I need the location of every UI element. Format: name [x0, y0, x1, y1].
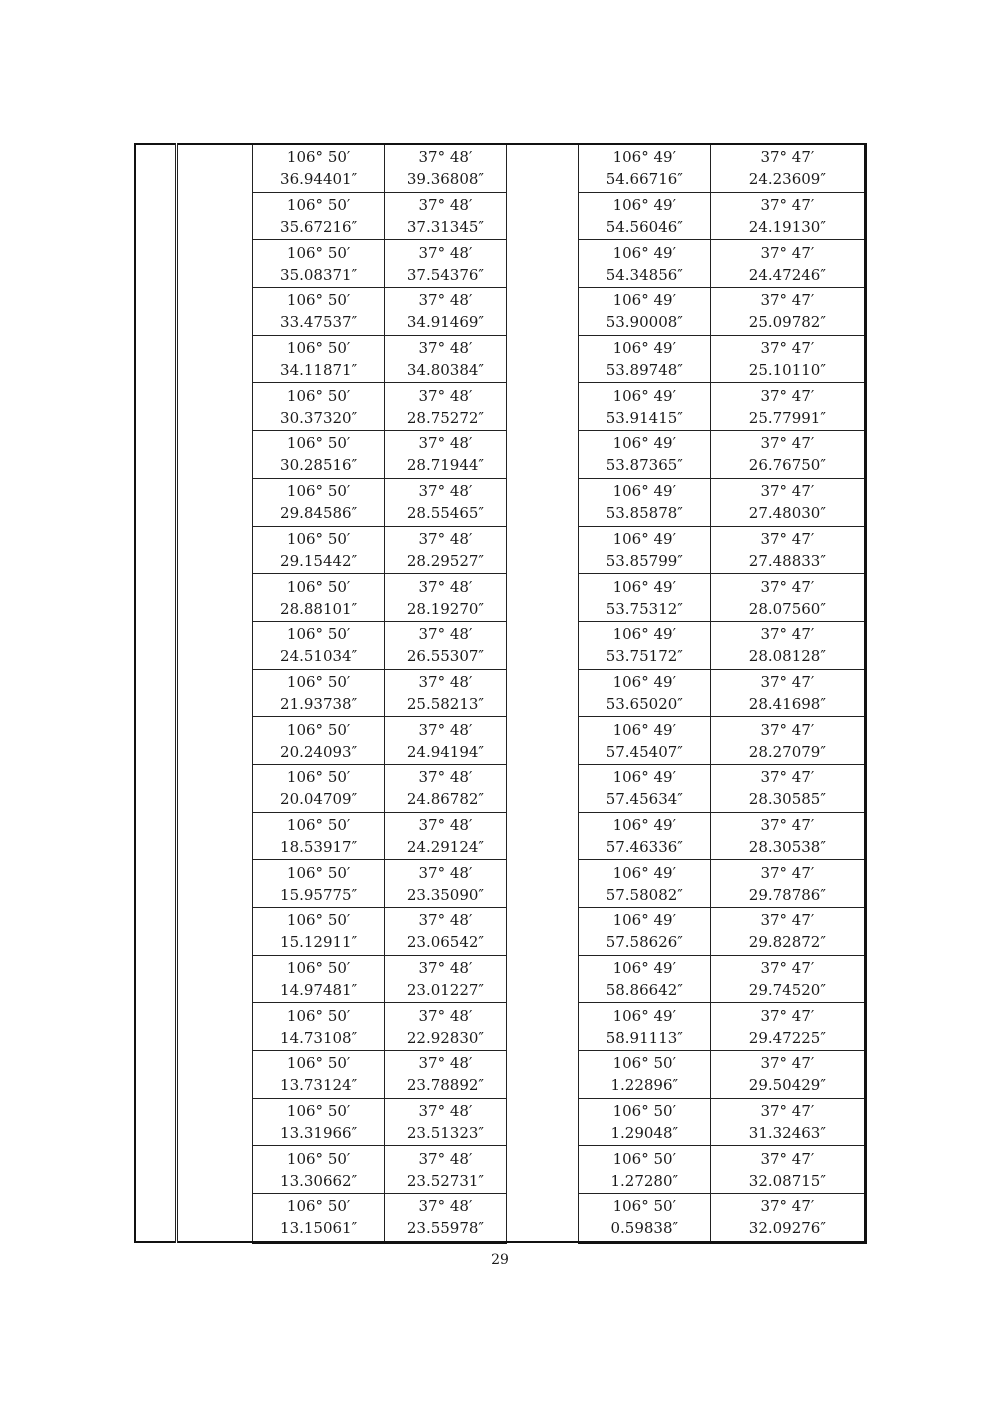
- coordinate-degrees: 106° 49′: [612, 243, 676, 262]
- coordinate-cell: [253, 908, 385, 956]
- coordinate-seconds: 35.08371″: [280, 265, 358, 284]
- coordinate-cell: [578, 144, 710, 192]
- coordinate-seconds: 53.89748″: [605, 361, 683, 380]
- coordinate-seconds: 24.86782″: [406, 790, 485, 809]
- coordinate-seconds: 35.67216″: [280, 218, 358, 237]
- coordinate-degrees: 106° 49′: [612, 625, 676, 644]
- coordinate-seconds: 53.75312″: [605, 599, 683, 618]
- coordinate-cell: [710, 621, 865, 669]
- coordinate-seconds: 15.12911″: [280, 933, 358, 952]
- coordinate-degrees: 37° 48′: [418, 911, 473, 930]
- coordinate-degrees: 37° 47′: [760, 196, 815, 215]
- coordinate-cell: [253, 192, 385, 240]
- coordinate-seconds: 54.34856″: [605, 265, 683, 284]
- coordinate-seconds: 57.58082″: [605, 885, 683, 904]
- coordinate-degrees: 106° 49′: [612, 434, 676, 453]
- coordinate-seconds: 26.55307″: [406, 647, 485, 666]
- coordinate-cell: [578, 383, 710, 431]
- coordinate-degrees: 106° 50′: [612, 1197, 676, 1216]
- coordinate-seconds: 57.45407″: [605, 742, 683, 761]
- coordinate-seconds: 24.23609″: [748, 170, 826, 189]
- coordinate-degrees: 37° 48′: [418, 1006, 473, 1025]
- coordinate-cell: [710, 812, 865, 860]
- coordinate-degrees: 37° 47′: [760, 148, 815, 167]
- coordinate-seconds: 29.82872″: [748, 933, 826, 952]
- coordinate-cell: [253, 1003, 385, 1051]
- coordinate-degrees: 106° 49′: [612, 339, 676, 358]
- coordinate-cell: [710, 574, 865, 622]
- coordinate-cell: [253, 1098, 385, 1146]
- coordinate-cell: [253, 955, 385, 1003]
- coordinate-seconds: 23.78892″: [406, 1076, 485, 1095]
- coordinate-degrees: 37° 47′: [760, 482, 815, 501]
- coordinate-seconds: 28.29527″: [406, 551, 485, 570]
- coordinate-seconds: 32.08715″: [748, 1171, 826, 1190]
- coordinate-cell: [710, 955, 865, 1003]
- coordinate-degrees: 106° 49′: [612, 196, 676, 215]
- table-row: [135, 144, 866, 192]
- coordinate-degrees: 106° 50′: [286, 1149, 351, 1168]
- merged-empty-cell: [177, 144, 253, 1242]
- coordinate-cell: [578, 574, 710, 622]
- coordinate-cell: [578, 335, 710, 383]
- coordinate-degrees: 37° 48′: [418, 959, 473, 978]
- coordinate-seconds: 37.54376″: [406, 265, 485, 284]
- coordinate-cell: [385, 1051, 507, 1099]
- coordinate-seconds: 21.93738″: [280, 694, 358, 713]
- coordinate-seconds: 13.15061″: [280, 1219, 358, 1238]
- coordinate-cell: [385, 192, 507, 240]
- coordinate-degrees: 106° 49′: [612, 768, 676, 787]
- coordinate-degrees: 106° 50′: [286, 148, 351, 167]
- coordinate-cell: [710, 192, 865, 240]
- coordinate-cell: [385, 431, 507, 479]
- coordinate-seconds: 20.24093″: [280, 742, 358, 761]
- coordinate-cell: [710, 1146, 865, 1194]
- coordinate-degrees: 106° 50′: [286, 959, 351, 978]
- coordinate-seconds: 15.95775″: [280, 885, 358, 904]
- coordinate-cell: [710, 144, 865, 192]
- coordinate-cell: [253, 478, 385, 526]
- coordinate-seconds: 22.92830″: [406, 1028, 485, 1047]
- coordinate-cell: [710, 860, 865, 908]
- coordinate-seconds: 28.07560″: [748, 599, 826, 618]
- coordinate-seconds: 25.77991″: [748, 408, 826, 427]
- coordinate-seconds: 23.35090″: [406, 885, 485, 904]
- coordinate-cell: [710, 383, 865, 431]
- coordinate-seconds: 1.29048″: [610, 1124, 679, 1143]
- coordinate-cell: [253, 717, 385, 765]
- coordinate-degrees: 37° 48′: [418, 482, 473, 501]
- coordinate-seconds: 32.09276″: [748, 1219, 826, 1238]
- coordinate-cell: [253, 1051, 385, 1099]
- coordinate-cell: [710, 1051, 865, 1099]
- coordinate-cell: [710, 764, 865, 812]
- coordinate-cell: [385, 1003, 507, 1051]
- coordinate-cell: [253, 526, 385, 574]
- coordinate-degrees: 37° 47′: [760, 1197, 815, 1216]
- coordinate-degrees: 106° 50′: [612, 1149, 676, 1168]
- coordinate-cell: [253, 812, 385, 860]
- coordinate-cell: [385, 1146, 507, 1194]
- coordinate-seconds: 23.01227″: [406, 981, 485, 1000]
- coordinate-degrees: 106° 50′: [286, 529, 351, 548]
- coordinate-cell: [253, 764, 385, 812]
- coordinate-seconds: 29.78786″: [748, 885, 826, 904]
- merged-empty-cell: [506, 144, 578, 1242]
- coordinate-seconds: 30.37320″: [280, 408, 358, 427]
- coordinate-seconds: 36.94401″: [280, 170, 358, 189]
- coordinate-degrees: 37° 48′: [418, 196, 473, 215]
- coordinate-seconds: 28.88101″: [280, 599, 358, 618]
- coordinate-seconds: 34.91469″: [406, 313, 485, 332]
- coordinate-degrees: 37° 48′: [418, 1149, 473, 1168]
- coordinate-cell: [385, 1194, 507, 1243]
- coordinate-seconds: 53.90008″: [605, 313, 683, 332]
- coordinate-degrees: 106° 50′: [286, 1006, 351, 1025]
- coordinate-degrees: 106° 50′: [286, 911, 351, 930]
- coordinate-cell: [578, 669, 710, 717]
- coordinate-degrees: 37° 48′: [418, 386, 473, 405]
- coordinate-seconds: 24.19130″: [748, 218, 826, 237]
- coordinate-seconds: 53.65020″: [605, 694, 683, 713]
- coordinate-degrees: 106° 50′: [286, 1054, 351, 1073]
- coordinate-degrees: 106° 49′: [612, 529, 676, 548]
- coordinate-degrees: 37° 47′: [760, 911, 815, 930]
- coordinate-degrees: 106° 49′: [612, 911, 676, 930]
- coordinate-cell: [710, 288, 865, 336]
- coordinate-cell: [385, 1098, 507, 1146]
- coordinate-seconds: 57.45634″: [605, 790, 683, 809]
- coordinate-degrees: 37° 48′: [418, 1054, 473, 1073]
- coordinate-degrees: 37° 47′: [760, 577, 815, 596]
- coordinate-degrees: 37° 48′: [418, 768, 473, 787]
- coordinate-degrees: 106° 50′: [286, 1102, 351, 1121]
- coordinate-seconds: 1.22896″: [610, 1076, 679, 1095]
- coordinate-cell: [710, 1098, 865, 1146]
- coordinate-seconds: 53.87365″: [605, 456, 683, 475]
- coordinate-cell: [578, 860, 710, 908]
- coordinate-seconds: 27.48030″: [748, 504, 826, 523]
- coordinate-seconds: 28.08128″: [748, 647, 826, 666]
- coordinate-seconds: 58.86642″: [605, 981, 683, 1000]
- coordinate-cell: [710, 431, 865, 479]
- coordinate-cell: [578, 1098, 710, 1146]
- coordinate-cell: [385, 955, 507, 1003]
- coordinate-seconds: 23.52731″: [406, 1171, 485, 1190]
- coordinate-cell: [253, 669, 385, 717]
- coordinate-seconds: 25.58213″: [406, 694, 485, 713]
- coordinate-seconds: 24.94194″: [406, 742, 485, 761]
- coordinate-seconds: 54.56046″: [605, 218, 683, 237]
- coordinate-seconds: 14.73108″: [280, 1028, 358, 1047]
- coordinate-degrees: 37° 47′: [760, 815, 815, 834]
- coordinate-seconds: 28.19270″: [406, 599, 485, 618]
- coordinate-seconds: 58.91113″: [605, 1028, 683, 1047]
- coordinate-degrees: 106° 49′: [612, 672, 676, 691]
- coordinate-seconds: 18.53917″: [280, 837, 358, 856]
- coordinate-degrees: 106° 49′: [612, 720, 676, 739]
- coordinate-degrees: 37° 48′: [418, 863, 473, 882]
- coordinate-cell: [385, 764, 507, 812]
- coordinate-degrees: 37° 47′: [760, 529, 815, 548]
- coordinate-seconds: 28.71944″: [406, 456, 485, 475]
- coordinate-degrees: 37° 47′: [760, 339, 815, 358]
- coordinate-degrees: 37° 48′: [418, 148, 473, 167]
- coordinate-cell: [253, 240, 385, 288]
- coordinate-cell: [578, 717, 710, 765]
- coordinate-cell: [253, 431, 385, 479]
- coordinate-degrees: 106° 50′: [286, 243, 351, 262]
- coordinate-cell: [578, 526, 710, 574]
- coordinate-degrees: 37° 48′: [418, 1197, 473, 1216]
- coordinate-seconds: 28.55465″: [406, 504, 485, 523]
- coordinate-cell: [385, 335, 507, 383]
- coordinate-cell: [385, 144, 507, 192]
- coordinate-seconds: 20.04709″: [280, 790, 358, 809]
- coordinate-cell: [578, 192, 710, 240]
- page-number: 29: [491, 1252, 509, 1268]
- coordinate-seconds: 30.28516″: [280, 456, 358, 475]
- coordinate-seconds: 53.85799″: [605, 551, 683, 570]
- coordinate-cell: [385, 288, 507, 336]
- coordinate-degrees: 106° 50′: [286, 482, 351, 501]
- coordinate-degrees: 106° 50′: [286, 863, 351, 882]
- coordinate-seconds: 28.30585″: [748, 790, 826, 809]
- coordinate-cell: [578, 764, 710, 812]
- coordinate-table: [134, 143, 867, 1244]
- coordinate-degrees: 37° 47′: [760, 720, 815, 739]
- coordinate-degrees: 106° 50′: [286, 720, 351, 739]
- coordinate-cell: [578, 478, 710, 526]
- coordinate-cell: [710, 335, 865, 383]
- coordinate-cell: [253, 335, 385, 383]
- coordinate-table-body: [135, 144, 866, 1242]
- coordinate-cell: [253, 383, 385, 431]
- coordinate-cell: [253, 621, 385, 669]
- coordinate-cell: [385, 240, 507, 288]
- coordinate-seconds: 31.32463″: [748, 1124, 826, 1143]
- coordinate-seconds: 25.10110″: [748, 361, 826, 380]
- coordinate-seconds: 24.29124″: [406, 837, 485, 856]
- coordinate-cell: [253, 1194, 385, 1243]
- coordinate-seconds: 29.15442″: [280, 551, 358, 570]
- coordinate-degrees: 106° 49′: [612, 482, 676, 501]
- coordinate-degrees: 37° 48′: [418, 815, 473, 834]
- coordinate-cell: [710, 908, 865, 956]
- coordinate-seconds: 23.55978″: [406, 1219, 485, 1238]
- coordinate-cell: [578, 431, 710, 479]
- coordinate-cell: [385, 478, 507, 526]
- coordinate-degrees: 37° 47′: [760, 1149, 815, 1168]
- coordinate-cell: [385, 383, 507, 431]
- coordinate-degrees: 106° 50′: [286, 672, 351, 691]
- coordinate-degrees: 37° 47′: [760, 291, 815, 310]
- coordinate-seconds: 26.76750″: [748, 456, 826, 475]
- coordinate-cell: [578, 812, 710, 860]
- coordinate-degrees: 106° 50′: [612, 1054, 676, 1073]
- coordinate-seconds: 53.91415″: [605, 408, 683, 427]
- coordinate-cell: [710, 240, 865, 288]
- coordinate-degrees: 106° 50′: [286, 196, 351, 215]
- coordinate-degrees: 106° 49′: [612, 291, 676, 310]
- coordinate-degrees: 37° 48′: [418, 720, 473, 739]
- coordinate-cell: [710, 669, 865, 717]
- coordinate-degrees: 37° 47′: [760, 959, 815, 978]
- coordinate-degrees: 37° 48′: [418, 434, 473, 453]
- coordinate-cell: [578, 1194, 710, 1243]
- merged-empty-cell: [135, 144, 177, 1242]
- coordinate-seconds: 57.58626″: [605, 933, 683, 952]
- coordinate-degrees: 106° 49′: [612, 386, 676, 405]
- coordinate-degrees: 106° 49′: [612, 1006, 676, 1025]
- coordinate-cell: [253, 574, 385, 622]
- coordinate-seconds: 28.27079″: [748, 742, 826, 761]
- coordinate-degrees: 106° 50′: [286, 291, 351, 310]
- coordinate-seconds: 13.73124″: [280, 1076, 358, 1095]
- coordinate-cell: [385, 669, 507, 717]
- coordinate-seconds: 29.84586″: [280, 504, 358, 523]
- coordinate-cell: [578, 621, 710, 669]
- coordinate-degrees: 37° 47′: [760, 625, 815, 644]
- coordinate-seconds: 29.47225″: [748, 1028, 826, 1047]
- coordinate-degrees: 106° 50′: [286, 1197, 351, 1216]
- coordinate-seconds: 34.80384″: [406, 361, 485, 380]
- coordinate-degrees: 106° 50′: [286, 339, 351, 358]
- coordinate-cell: [253, 1146, 385, 1194]
- coordinate-degrees: 37° 48′: [418, 291, 473, 310]
- coordinate-seconds: 28.30538″: [748, 837, 826, 856]
- coordinate-cell: [385, 717, 507, 765]
- coordinate-degrees: 106° 50′: [286, 768, 351, 787]
- coordinate-seconds: 27.48833″: [748, 551, 826, 570]
- coordinate-degrees: 106° 50′: [286, 577, 351, 596]
- coordinate-cell: [385, 860, 507, 908]
- coordinate-cell: [578, 240, 710, 288]
- coordinate-degrees: 37° 47′: [760, 434, 815, 453]
- coordinate-seconds: 13.30662″: [280, 1171, 358, 1190]
- coordinate-seconds: 53.75172″: [605, 647, 683, 666]
- coordinate-seconds: 29.74520″: [748, 981, 826, 1000]
- coordinate-degrees: 106° 50′: [286, 434, 351, 453]
- coordinate-seconds: 39.36808″: [406, 170, 485, 189]
- coordinate-seconds: 1.27280″: [610, 1171, 679, 1190]
- coordinate-seconds: 53.85878″: [605, 504, 683, 523]
- coordinate-degrees: 106° 50′: [286, 625, 351, 644]
- coordinate-cell: [710, 478, 865, 526]
- coordinate-seconds: 13.31966″: [280, 1124, 358, 1143]
- coordinate-seconds: 14.97481″: [280, 981, 358, 1000]
- coordinate-degrees: 37° 48′: [418, 339, 473, 358]
- coordinate-degrees: 106° 49′: [612, 815, 676, 834]
- coordinate-seconds: 54.66716″: [605, 170, 683, 189]
- coordinate-cell: [253, 144, 385, 192]
- coordinate-seconds: 24.47246″: [748, 265, 826, 284]
- coordinate-degrees: 106° 50′: [286, 386, 351, 405]
- coordinate-degrees: 37° 48′: [418, 243, 473, 262]
- coordinate-seconds: 34.11871″: [280, 361, 358, 380]
- coordinate-seconds: 33.47537″: [280, 313, 358, 332]
- coordinate-cell: [578, 955, 710, 1003]
- coordinate-degrees: 37° 47′: [760, 672, 815, 691]
- coordinate-degrees: 37° 47′: [760, 1006, 815, 1025]
- coordinate-cell: [385, 621, 507, 669]
- coordinate-seconds: 37.31345″: [406, 218, 485, 237]
- coordinate-cell: [385, 812, 507, 860]
- coordinate-cell: [710, 717, 865, 765]
- coordinate-degrees: 37° 48′: [418, 577, 473, 596]
- coordinate-degrees: 106° 49′: [612, 148, 676, 167]
- coordinate-degrees: 106° 49′: [612, 863, 676, 882]
- coordinate-cell: [253, 288, 385, 336]
- coordinate-seconds: 28.75272″: [406, 408, 485, 427]
- coordinate-seconds: 28.41698″: [748, 694, 826, 713]
- coordinate-cell: [253, 860, 385, 908]
- coordinate-seconds: 0.59838″: [610, 1219, 679, 1238]
- coordinate-degrees: 37° 47′: [760, 1102, 815, 1121]
- coordinate-degrees: 106° 50′: [612, 1102, 676, 1121]
- coordinate-degrees: 37° 47′: [760, 386, 815, 405]
- coordinate-cell: [578, 1146, 710, 1194]
- coordinate-cell: [710, 1003, 865, 1051]
- coordinate-seconds: 57.46336″: [605, 837, 683, 856]
- coordinate-cell: [385, 526, 507, 574]
- coordinate-cell: [385, 574, 507, 622]
- coordinate-cell: [385, 908, 507, 956]
- coordinate-degrees: 37° 48′: [418, 672, 473, 691]
- coordinate-cell: [578, 908, 710, 956]
- coordinate-degrees: 106° 49′: [612, 959, 676, 978]
- coordinate-degrees: 106° 49′: [612, 577, 676, 596]
- coordinate-cell: [710, 526, 865, 574]
- coordinate-seconds: 23.06542″: [406, 933, 485, 952]
- coordinate-seconds: 24.51034″: [280, 647, 358, 666]
- coordinate-degrees: 37° 48′: [418, 529, 473, 548]
- coordinate-cell: [578, 1051, 710, 1099]
- coordinate-degrees: 37° 48′: [418, 625, 473, 644]
- coordinate-degrees: 37° 47′: [760, 1054, 815, 1073]
- coordinate-degrees: 37° 47′: [760, 863, 815, 882]
- coordinate-degrees: 37° 48′: [418, 1102, 473, 1121]
- coordinate-cell: [710, 1194, 865, 1243]
- coordinate-degrees: 106° 50′: [286, 815, 351, 834]
- coordinate-degrees: 37° 47′: [760, 243, 815, 262]
- coordinate-seconds: 23.51323″: [406, 1124, 485, 1143]
- coordinate-seconds: 29.50429″: [748, 1076, 826, 1095]
- coordinate-cell: [578, 1003, 710, 1051]
- coordinate-seconds: 25.09782″: [748, 313, 826, 332]
- coordinate-cell: [578, 288, 710, 336]
- coordinate-degrees: 37° 47′: [760, 768, 815, 787]
